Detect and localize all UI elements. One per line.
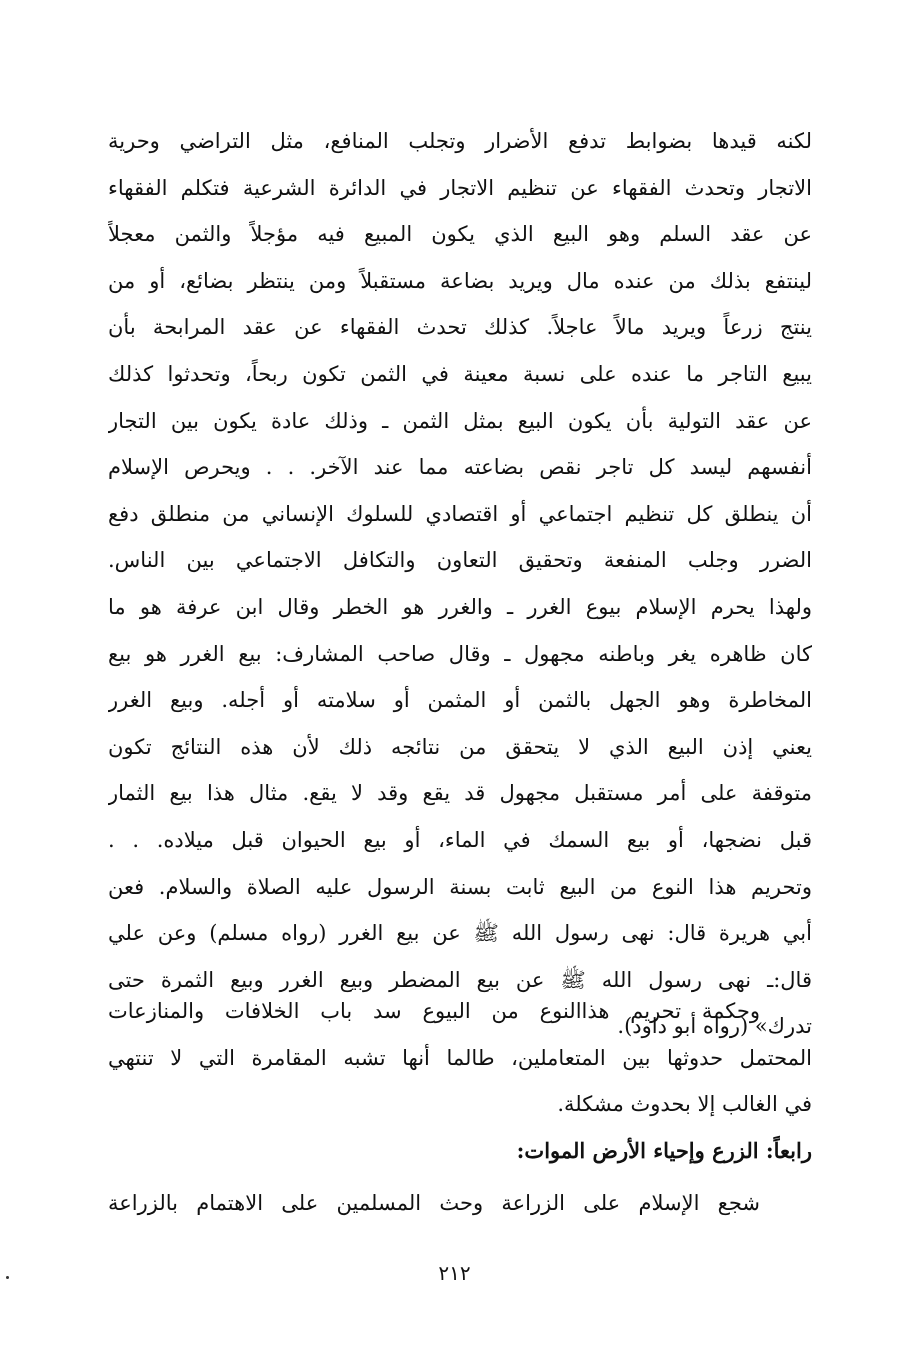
margin-mark — [6, 1276, 9, 1279]
paragraph-2 — [108, 988, 812, 1128]
paragraph-3 — [108, 1180, 812, 1227]
paragraph-line: ولهذا يحرم الإسلام بيوع الغرر ـ والغرر هو الخطر وقال ابن عرفة هو ما — [108, 594, 812, 619]
paragraph-line: وحكمة تحريم هذاالنوع من البيوع سد باب الخلافات والمنازعات — [108, 999, 760, 1023]
paragraph-line: متوقفة على أمر مستقبل مجهول قد يقع وقد لا يقع. مثال هذا بيع الثمار — [108, 781, 812, 806]
paragraph-line: عن عقد التولية بأن يكون البيع بمثل الثمن ـ وذلك عادة يكون بين التجار — [108, 408, 812, 433]
paragraph-line: قبل نضجها، أو بيع السمك في الماء، أو بيع الحيوان قبل ميلاده. . . — [108, 827, 812, 852]
paragraph-line: في الغالب إلا بحدوث مشكلة. — [557, 1092, 812, 1117]
paragraph-line: الضرر وجلب المنفعة وتحقيق التعاون والتكافل الاجتماعي بين الناس. — [108, 548, 812, 573]
paragraph-line: أبي هريرة قال: نهى رسول الله ﷺ عن بيع الغرر (رواه مسلم) وعن علي — [108, 921, 812, 946]
paragraph-line: المحتمل حدوثها بين المتعاملين، طالما أنها تشبه المقامرة التي لا تنتهي — [108, 1045, 812, 1070]
paragraph-line: شجع الإسلام على الزراعة وحث المسلمين على الاهتمام بالزراعة — [108, 1191, 760, 1215]
page-number: ٢١٢ — [438, 1261, 471, 1285]
paragraph-line: يبيع التاجر ما عنده على نسبة معينة في الثمن تكون ربحاً، وتحدثوا كذلك — [108, 361, 812, 386]
paragraph-line: يعني إذن البيع الذي لا يتحقق من نتائجه ذلك لأن هذه النتائج تكون — [108, 734, 812, 759]
paragraph-line: قال:ـ نهى رسول الله ﷺ عن بيع المضطر وبيع الغرر وبيع الثمرة حتى — [108, 967, 812, 992]
paragraph-line: الاتجار وتحدث الفقهاء عن تنظيم الاتجار في الدائرة الشرعية فتكلم الفقهاء — [108, 175, 812, 200]
paragraph-line: تدرك» (رواه أبو داود). — [617, 1014, 812, 1039]
paragraph-line: أنفسهم ليسد كل تاجر نقص بضاعته مما عند الآخر. . . ويحرص الإسلام — [108, 455, 812, 480]
paragraph-line: وتحريم هذا النوع من البيع ثابت بسنة الرسول عليه الصلاة والسلام. فعن — [108, 874, 812, 899]
section-heading: رابعاً: الزرع وإحياء الأرض الموات: — [516, 1138, 812, 1163]
paragraph-line: لينتفع بذلك من عنده مال ويريد بضاعة مستقبلاً ومن ينتظر بضائع، أو من — [108, 268, 812, 293]
paragraph-line: ينتج زرعاً ويريد مالاً عاجلاً. كذلك تحدث الفقهاء عن عقد المرابحة بأن — [108, 315, 812, 340]
paragraph-1 — [108, 118, 812, 1050]
paragraph-line: أن ينطلق كل تنظيم اجتماعي أو اقتصادي للسلوك الإنساني من منطلق دفع — [108, 501, 812, 526]
paragraph-line: عن عقد السلم وهو البيع الذي يكون المبيع فيه مؤجلاً والثمن معجلاً — [108, 222, 812, 247]
paragraph-line: كان ظاهره يغر وباطنه مجهول ـ وقال صاحب المشارف: بيع الغرر هو بيع — [108, 641, 812, 666]
paragraph-line: لكنه قيدها بضوابط تدفع الأضرار وتجلب المنافع، مثل التراضي وحرية — [108, 129, 812, 153]
paragraph-line: المخاطرة وهو الجهل بالثمن أو المثمن أو سلامته أو أجله. وبيع الغرر — [108, 688, 812, 713]
